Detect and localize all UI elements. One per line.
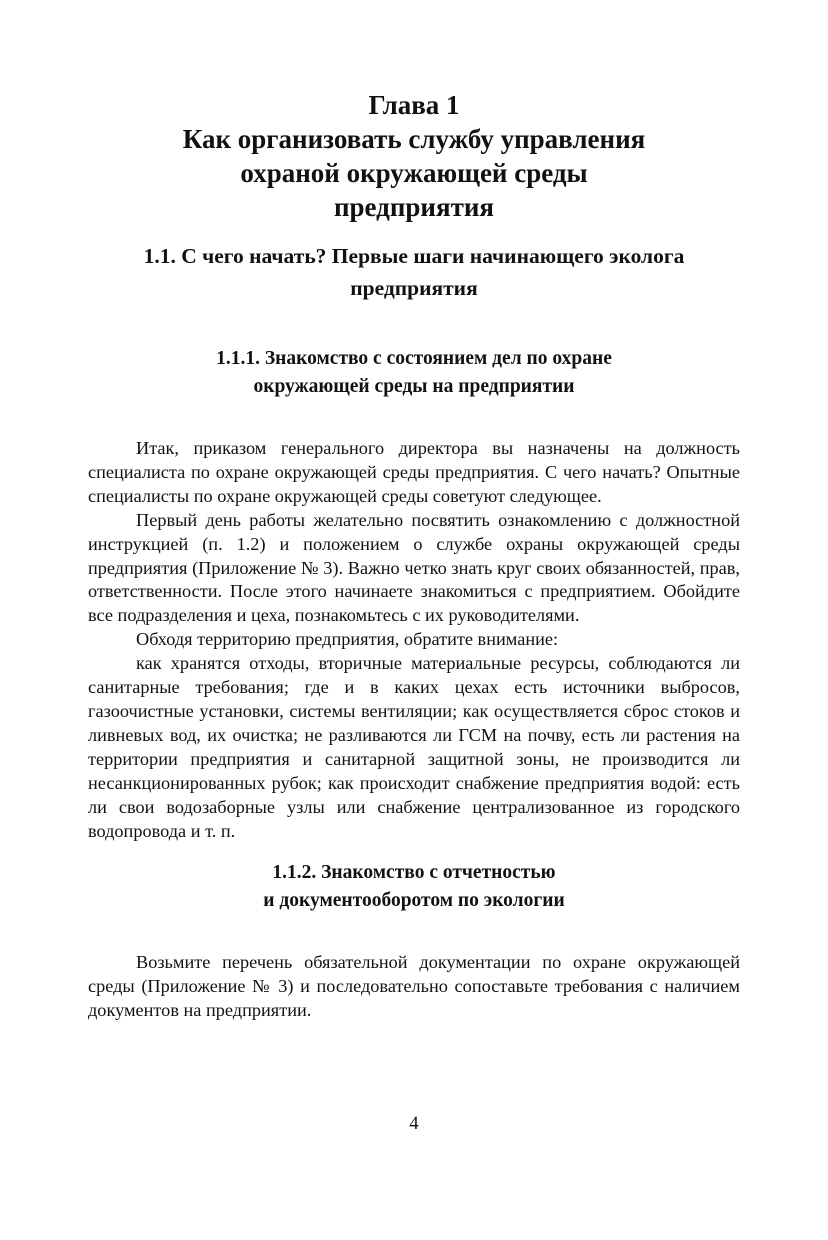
document-page	[88, 88, 740, 1023]
paragraph: как хранятся отходы, вторичные материальные ресурсы, соблюдаются ли санитарные требования; где и в каких цехах есть источники выбросов, газоочистные установки, системы вентиляции; как осуществляется сброс стоков и ливневых вод, их очистка; не разливаются ли ГСМ на почву, есть ли растения на территории предприятия и санитарной защитной зоны, не производится ли несанкционированных рубок; как происходит снабжение предприятия водой: есть ли свои водозаборные узлы или снабжение централизованное из городского водопровода и т. п.	[88, 653, 740, 841]
subsection-heading-2	[88, 859, 740, 915]
section-heading: 1.1. С чего начать? Первые шаги начинающего эколога предприятия	[143, 244, 685, 300]
subsection-1-title-line-2: окружающей среды на предприятии	[253, 376, 575, 397]
chapter-title-line-3: предприятия	[333, 192, 495, 222]
paragraph: Возьмите перечень обязательной документации по охране окружающей среды (Приложение № 3) и последовательно сопоставьте требования с наличием документов на предприятии.	[88, 952, 740, 1021]
subsection-heading-1	[88, 345, 740, 401]
subsection-2-body	[88, 951, 740, 1023]
paragraph: Обходя территорию предприятия, обратите внимание:	[136, 629, 559, 650]
subsection-2-title-line-2: и документооборотом по экологии	[263, 890, 565, 912]
subsection-1-body	[88, 437, 740, 843]
chapter-title-line-2: охраной окружающей среды	[240, 158, 588, 188]
subsection-1-title-line-1: 1.1.1. Знакомство с состоянием дел по охране	[216, 348, 612, 369]
paragraph: Итак, приказом генерального директора вы назначены на должность специалиста по охране окружающей среды предприятия. С чего начать? Опытные специалисты по охране окружающей среды советуют следующее.	[88, 438, 740, 506]
paragraph: Первый день работы желательно посвятить ознакомлению с должностной инструкцией (п. 1.2) и положением о службе охраны окружающей среды предприятия (Приложение № 3). Важно четко знать круг своих обязанностей, прав, ответственности. После этого начинаете знакомиться с предприятием. Обойдите все подразделения и цеха, познакомьтесь с их руководителями.	[88, 509, 740, 626]
page-number: 4	[409, 1114, 419, 1134]
chapter-title-line-1: Как организовать службу управления	[182, 124, 646, 154]
chapter-heading	[88, 88, 740, 224]
chapter-number: Глава 1	[368, 90, 460, 120]
subsection-2-title-line-1: 1.1.2. Знакомство с отчетностью	[272, 862, 556, 884]
